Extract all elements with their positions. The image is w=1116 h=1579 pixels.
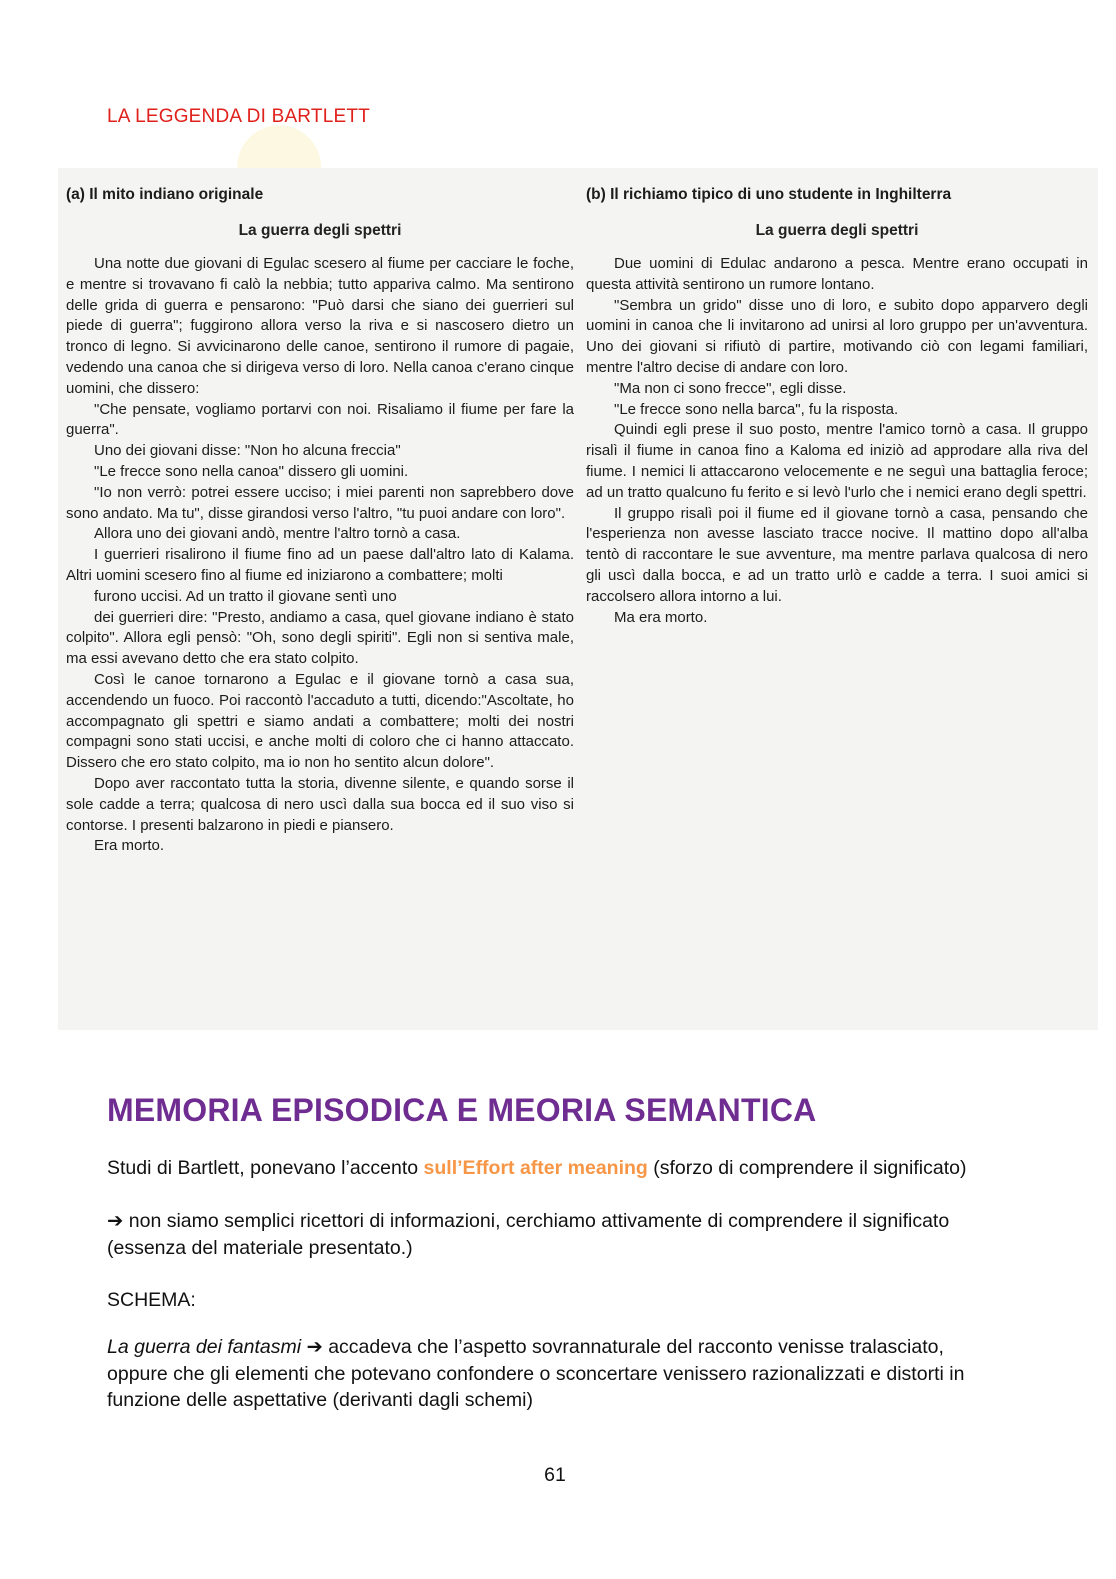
story-paragraph: Quindi egli prese il suo posto, mentre l'amico tornò a casa. Il gruppo risalì il fiume in canoa fino a Kaloma ed iniziò ad approdare alla riva del fiume. I nemici li attaccarono velocemente e ne seguì una battaglia feroce; ad un tratto qualcuno fu ferito e si levò l'urlo che i nemici erano degli spettri. (586, 421, 1088, 501)
story-body (586, 254, 1088, 628)
story-title-italic: La guerra dei fantasmi (107, 1336, 302, 1358)
schema-label: SCHEMA: (107, 1289, 196, 1311)
text-run: (sforzo di comprendere il significato) (647, 1157, 967, 1179)
story-paragraph: "Le frecce sono nella barca", fu la risposta. (614, 400, 899, 418)
story-paragraph: Il gruppo risalì poi il fiume ed il giovane tornò a casa, pensando che l'esperienza non avesse lasciato tracce nocive. Il mattino dopo all'alba tentò di raccontare le sue avventure, ma mentre parlava qualcosa di nero gli uscì dalla bocca, e ad un tratto urlò e cadde a terra. I suoi amici si raccolsero allora intorno a lui. (586, 504, 1088, 605)
column-original-myth (66, 186, 574, 857)
story-body (66, 254, 574, 857)
arrow-right-icon: ➔ (107, 1209, 124, 1232)
story-title: La guerra degli spettri (238, 222, 402, 239)
story-paragraph: Allora uno dei giovani andò, mentre l'altro tornò a casa. (94, 525, 461, 543)
arrow-right-icon: ➔ (306, 1335, 323, 1358)
story-title: La guerra degli spettri (755, 222, 919, 239)
scanned-text-image (58, 168, 1098, 1030)
paragraph-bartlett (107, 1155, 1007, 1182)
story-paragraph: dei guerrieri dire: "Presto, andiamo a casa, quel giovane indiano è stato colpito". Allora egli pensò: "Oh, sono degli spiriti". Egli non si sentiva male, ma essi avevano detto che era stato colpito. (66, 608, 574, 668)
story-paragraph: Così le canoe tornarono a Egulac e il giovane tornò a casa sua, accendendo un fuoco. Poi raccontò l'accaduto a tutti, dicendo:"Ascoltate, ho accompagnato gli spettri e siamo andati a combattere; molti dei nostri compagni sono stati uccisi, e anche molti di coloro che ci hanno attaccato. Dissero che ero stato colpito, ma io non ho sentito alcun dolore". (66, 670, 574, 772)
story-paragraph: "Sembra un grido" disse uno di loro, e subito dopo apparvero degli uomini in canoa che li invitarono ad unirsi al loro gruppo per un'avventura. Uno dei giovani si rifiutò di partire, motivando ciò con legami familiari, mentre l'altro decise di andare con loro. (586, 296, 1088, 376)
page-number: 61 (544, 1464, 566, 1486)
text-run: non siamo semplici ricettori di informazioni, cerchiamo attivamente di comprendere il significato (essenza del materiale presentato.) (107, 1210, 950, 1259)
story-paragraph: Dopo aver raccontato tutta la storia, divenne silente, e quando sorse il sole cadde a terra; qualcosa di nero uscì dalla sua bocca ed il suo viso si contorse. I presenti balzarono in piedi e piansero. (66, 774, 574, 834)
text-run: Studi di Bartlett, ponevano l’accento (107, 1157, 424, 1179)
story-paragraph: Era morto. (94, 837, 165, 855)
highlight-term: sull’Effort after meaning (423, 1157, 648, 1179)
story-paragraph: "Ma non ci sono frecce", egli disse. (614, 379, 847, 397)
page-heading: LA LEGGENDA DI BARTLETT (107, 106, 370, 127)
story-paragraph: "Le frecce sono nella canoa" dissero gli uomini. (94, 462, 409, 480)
column-student-recall (586, 186, 1088, 628)
text-run: accadeva che l’aspetto sovrannaturale del racconto venisse tralasciato, oppure che gli elementi che potevano confondere o sconcertare venissero razionalizzati e distorti in funzione delle aspettative (derivanti dagli schemi) (107, 1336, 965, 1411)
story-paragraph: "Io non verrò: potrei essere ucciso; i miei parenti non saprebbero dove sono andato. Ma tu", disse girandosi verso l'altro, "tu puoi andare con loro". (66, 483, 574, 522)
column-heading: (b) Il richiamo tipico di uno studente in Inghilterra (586, 186, 952, 203)
story-paragraph: Uno dei giovani disse: "Non ho alcuna freccia" (94, 442, 401, 460)
story-paragraph: Una notte due giovani di Egulac scesero al fiume per cacciare le foche, e mentre si trovavano fi calò la nebbia; tutto appariva calmo. Ma sentirono delle grida di guerra e pensarono: "Può darsi che siano dei guerrieri sul piede di guerra"; fuggirono allora verso la riva e si nascosero dietro un tronco di legno. Si avvicinarono delle canoe, sentirono il rumore di pagaie, vedendo una canoa che si dirigeva verso di loro. Nella canoa c'erano cinque uomini, che dissero: (66, 255, 574, 397)
section-title: MEMORIA EPISODICA E MEORIA SEMANTICA (107, 1092, 817, 1128)
column-heading: (a) Il mito indiano originale (66, 186, 264, 203)
paragraph-arrow-note (107, 1208, 1007, 1261)
story-paragraph: Ma era morto. (614, 608, 708, 626)
story-paragraph: furono uccisi. Ad un tratto il giovane sentì uno (94, 587, 397, 605)
story-paragraph: I guerrieri risalirono il fiume fino ad un paese dall'altro lato di Kalama. Altri uomini scesero fino al fiume ed iniziarono a combattere; molti (66, 546, 574, 584)
paragraph-ghosts (107, 1334, 1007, 1414)
story-paragraph: Due uomini di Edulac andarono a pesca. Mentre erano occupati in questa attività sentirono un rumore lontano. (586, 255, 1088, 293)
story-paragraph: "Che pensate, vogliamo portarvi con noi. Risaliamo il fiume per fare la guerra". (66, 400, 574, 439)
